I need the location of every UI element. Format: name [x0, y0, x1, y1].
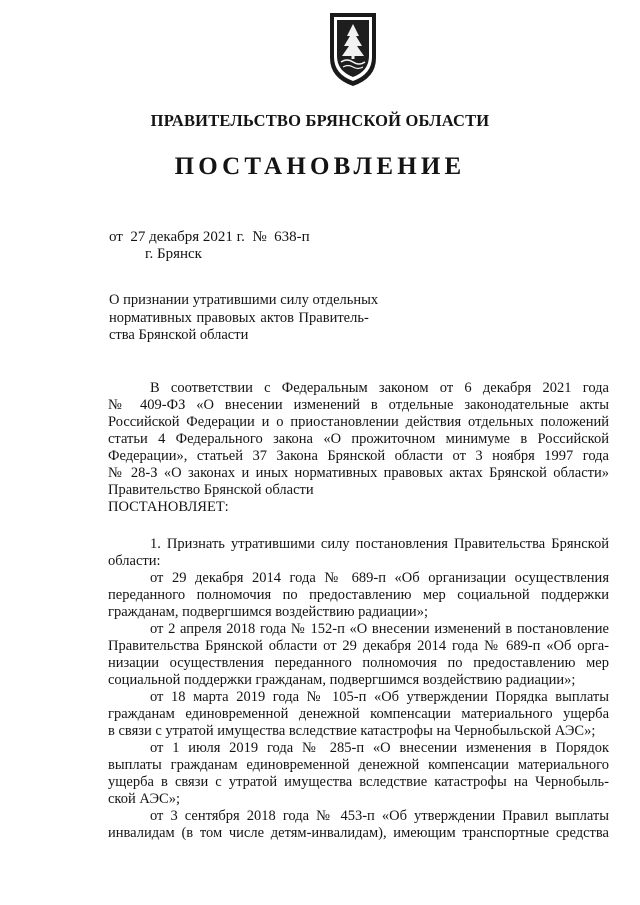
body-line: гражданам, подвергшимся воздействию радиации»;	[108, 604, 428, 620]
subject-line: ства Брянской области	[109, 327, 249, 343]
body-line: выплаты гражданам единовременной денежной компенсации материального	[108, 757, 609, 773]
body-line: В соответствии с Федеральным законом от 6 декабря 2021 года	[150, 380, 609, 396]
body-line: низации осуществления переданного полномочия по предоставлению мер	[108, 655, 609, 671]
body-line: гражданам единовременной денежной компенсации материального ущерба	[108, 706, 609, 722]
subject-line: О признании утратившими силу отдельных	[109, 292, 379, 308]
body-line: от 1 июля 2019 года № 285-п «О внесении изменения в Порядок	[150, 740, 609, 756]
subject-line: нормативных правовых актов Правитель-	[109, 309, 369, 326]
body-line: от 2 апреля 2018 года № 152-п «О внесении изменений в постановление	[150, 621, 609, 637]
body-line: № 28-З «О законах и иных нормативных правовых актах Брянской области»	[108, 465, 609, 481]
body-line: от 3 сентября 2018 года № 453-п «Об утверждении Правил выплаты	[150, 808, 609, 824]
document-date-number: от 27 декабря 2021 г. № 638-п	[109, 229, 310, 245]
body-line: области:	[108, 553, 161, 569]
body-line: от 29 декабря 2014 года № 689-п «Об организации осуществления	[150, 570, 609, 586]
body-line: переданного полномочия по предоставлению мер социальной поддержки	[108, 587, 609, 603]
document-city: г. Брянск	[145, 246, 202, 262]
body-line: Правительства Брянской области от 29 декабря 2014 года № 689-п «Об орга-	[108, 638, 609, 654]
document-type-title: ПОСТАНОВЛЕНИЕ	[174, 153, 466, 180]
body-line: Российской Федерации и о приостановлении действия отдельных положений	[108, 414, 609, 430]
body-line: 1. Признать утратившими силу постановления Правительства Брянской	[150, 536, 609, 552]
body-line: № 409-ФЗ «О внесении изменений в отдельные законодательные акты	[108, 397, 609, 413]
document-subject	[109, 292, 378, 345]
body-line: статьи 4 Федерального закона «О прожиточном минимуме в Российской	[108, 431, 609, 447]
bryansk-coat-of-arms-icon	[327, 10, 379, 88]
resolution-word: ПОСТАНОВЛЯЕТ:	[108, 499, 229, 515]
body-line: социальной поддержки гражданам, подвергшимся воздействию радиации»;	[108, 672, 576, 688]
body-line: Правительство Брянской области	[108, 482, 314, 498]
body-line: ущерба в связи с утратой имущества вследствие катастрофы на Чернобыль-	[108, 774, 609, 790]
body-line: Федерации», статьей 37 Закона Брянской области от 3 ноября 1997 года	[108, 448, 609, 464]
body-line: ской АЭС»;	[108, 791, 181, 807]
body-line: в связи с утратой имущества вследствие катастрофы на Чернобыльской АЭС»;	[108, 723, 596, 739]
body-line: инвалидам (в том числе детям-инвалидам), имеющим транспортные средства	[108, 825, 609, 841]
organization-title: ПРАВИТЕЛЬСТВО БРЯНСКОЙ ОБЛАСТИ	[150, 111, 490, 130]
body-line: от 18 марта 2019 года № 105-п «Об утверждении Порядка выплаты	[150, 689, 609, 705]
